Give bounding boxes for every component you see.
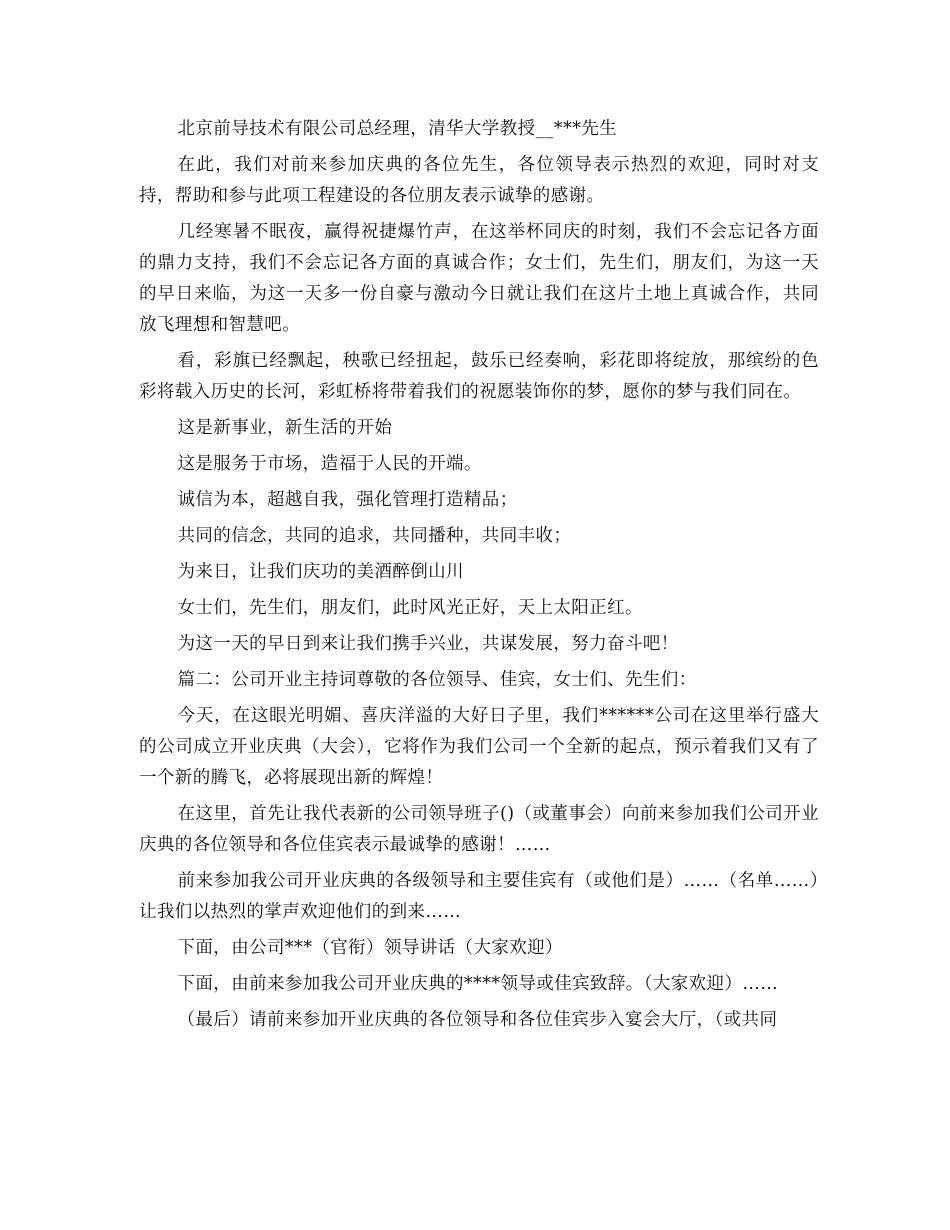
paragraph: 共同的信念，共同的追求，共同播种，共同丰收； bbox=[177, 526, 572, 546]
paragraph: 这是新事业，新生活的开始 bbox=[177, 418, 393, 438]
paragraph: 下面，由前来参加我公司开业庆典的****领导或佳宾致辞。（大家欢迎）…… bbox=[177, 974, 779, 994]
paragraph: 几经寒暑不眠夜，赢得祝捷爆竹声，在这举杯同庆的时刻，我们不会忘记各方面的鼎力支持，我们不会忘记各方面的真诚合作；女士们，先生们，朋友们，为这一天的早日来临，为这一天多一份自豪与激动今日就让我们在这片土地上真诚合作，共同放飞理想和智慧吧。 bbox=[139, 222, 819, 335]
paragraph: 前来参加我公司开业庆典的各级领导和主要佳宾有（或他们是）……（名单……）让我们以热烈的掌声欢迎他们的到来…… bbox=[139, 871, 819, 922]
paragraph: 为这一天的早日到来让我们携手兴业，共谋发展，努力奋斗吧！ bbox=[177, 634, 679, 654]
paragraph: 北京前导技术有限公司总经理，清华大学教授__***先生 bbox=[177, 119, 618, 139]
paragraph: 在这里，首先让我代表新的公司领导班子()（或董事会）向前来参加我们公司开业庆典的各位领导和各位佳宾表示最诚挚的感谢！…… bbox=[139, 804, 819, 855]
paragraph: 女士们，先生们，朋友们，此时风光正好，天上太阳正红。 bbox=[177, 598, 643, 618]
paragraph: 下面，由公司***（官衔）领导讲话（大家欢迎） bbox=[177, 938, 563, 958]
paragraph: （最后）请前来参加开业庆典的各位领导和各位佳宾步入宴会大厅，（或共同 bbox=[177, 1010, 778, 1030]
paragraph: 今天，在这眼光明媚、喜庆洋溢的大好日子里，我们******公司在这里举行盛大的公司成立开业庆典（大会），它将作为我们公司一个全新的起点，预示着我们又有了一个新的腾飞，必将展现出新的辉煌！ bbox=[139, 706, 819, 788]
paragraph: 在此，我们对前来参加庆典的各位先生，各位领导表示热烈的欢迎，同时对支持，帮助和参与此项工程建设的各位朋友表示诚挚的感谢。 bbox=[139, 155, 819, 206]
paragraph: 为来日，让我们庆功的美酒醉倒山川 bbox=[177, 562, 464, 582]
paragraph: 这是服务于市场，造福于人民的开端。 bbox=[177, 454, 482, 474]
paragraph: 看，彩旗已经飘起，秧歌已经扭起，鼓乐已经奏响，彩花即将绽放，那缤纷的色彩将载入历史的长河，彩虹桥将带着我们的祝愿装饰你的梦，愿你的梦与我们同在。 bbox=[139, 351, 819, 402]
document-body bbox=[139, 114, 819, 1041]
section-heading: 篇二：公司开业主持词尊敬的各位领导、佳宾，女士们、先生们： bbox=[177, 670, 697, 690]
paragraph: 诚信为本，超越自我，强化管理打造精品； bbox=[177, 490, 518, 510]
